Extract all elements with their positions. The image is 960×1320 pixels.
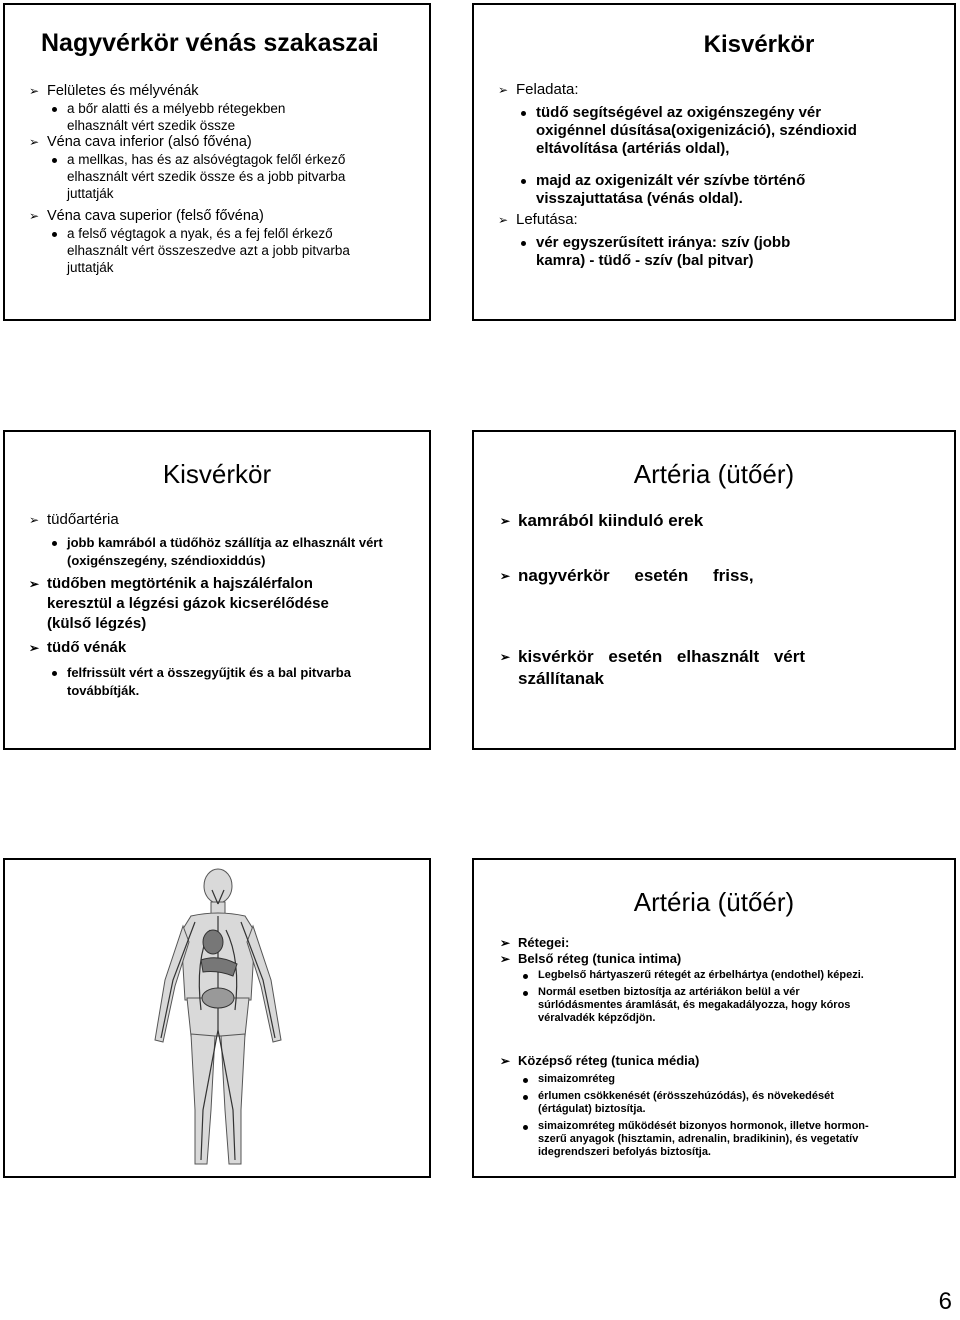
bullet: ➢ Véna cava inferior (alsó fővéna) xyxy=(29,134,419,151)
sub-bullet: majd az oxigenizált vér szívbe történő visszajuttatása (vénás oldal). xyxy=(518,172,866,208)
bullet: ➢ tüdőartéria xyxy=(29,510,419,530)
sub-bullet: érlumen csökkenését (érösszehúzódás), és növekedését (értágulat) biztosítja. xyxy=(520,1090,888,1116)
slide-content xyxy=(500,510,940,690)
sub-bullet: jobb kamrából a tüdőhöz szállítja az elhasznált vért (oxigénszegény, széndioxiddús) xyxy=(49,534,407,570)
slide-kisverkor-1 xyxy=(472,3,956,321)
bullet: ➢ kamrából kiinduló erek xyxy=(500,510,940,532)
bullet: ➢ tüdőben megtörténik a hajszálérfalon keresztül a légzési gázok kicserélődése (külső légzés) xyxy=(29,574,377,634)
slide-title: Artéria (ütőér) xyxy=(633,459,795,489)
slide-title: Kisvérkör xyxy=(162,459,272,489)
sub-bullet: a mellkas, has és az alsóvégtagok felől érkező elhasznált vért szedik össze és a jobb pitvarba juttatják xyxy=(49,151,367,202)
sub-bullet: Legbelső hártyaszerű rétegét az érbelhártya (endothel) képezi. xyxy=(520,969,868,982)
bullet: ➢ nagyvérkör esetén friss, xyxy=(500,565,940,587)
bullet: ➢ Felületes és mélyvénák xyxy=(29,83,419,100)
slide-kisverkor-2 xyxy=(3,430,431,750)
sub-bullet: tüdő segítségével az oxigénszegény vér oxigénnel dúsítása(oxigenizáció), széndioxid eltávolítása (artériás oldal), xyxy=(518,104,886,158)
circulatory-system-figure xyxy=(5,860,429,1176)
page-number: 6 xyxy=(938,1288,952,1315)
bullet: ➢ Középső réteg (tunica média) xyxy=(500,1053,940,1069)
sub-bullet: vér egyszerűsített iránya: szív (jobb kamra) - tüdő - szív (bal pitvar) xyxy=(518,234,836,270)
slide-title: Artéria (ütőér) xyxy=(633,887,795,917)
slide-title: Nagyvérkör vénás szakaszai xyxy=(41,29,379,57)
slide-content xyxy=(29,510,419,700)
slide-arteria-1 xyxy=(472,430,956,750)
bullet: ➢ Belső réteg (tunica intima) xyxy=(500,951,940,967)
sub-bullet: felfrissült vért a összegyűjtik és a bal pitvarba továbbítják. xyxy=(49,664,397,700)
bullet: ➢ Rétegei: xyxy=(500,935,940,951)
slide-content xyxy=(498,81,938,270)
slide-arteria-2 xyxy=(472,858,956,1178)
sub-bullet: simaizomréteg xyxy=(520,1073,940,1086)
slide-nagyverkor-venas xyxy=(3,3,431,321)
sub-bullet: Normál esetben biztosítja az artériákon belül a vér súrlódásmentes áramlását, és megakadályozza, hogy kóros véralvadék képződjön. xyxy=(520,986,878,1025)
bullet: ➢ tüdő vénák xyxy=(29,638,419,658)
slide-content xyxy=(29,83,419,276)
sub-bullet: a felső végtagok a nyak, és a fej felől érkező elhasznált vért összeszedve azt a jobb pitvarba juttatják xyxy=(49,225,387,276)
bullet: ➢ Véna cava superior (felső fővéna) xyxy=(29,208,419,225)
bullet: ➢ kisvérkör esetén elhasznált vért szállítanak xyxy=(500,646,838,690)
sub-bullet: simaizomréteg működését bizonyos hormonok, illetve hormon-szerű anyagok (hisztamin, adrenalin, bradikinin), és vegetatív idegrendszeri befolyás biztosítja. xyxy=(520,1120,888,1159)
slide-title: Kisvérkör xyxy=(703,31,815,58)
slide-anatomy xyxy=(3,858,431,1178)
bullet: ➢ Lefutása: xyxy=(498,211,938,229)
slide-content xyxy=(500,935,940,1159)
bullet: ➢ Feladata: xyxy=(498,81,938,99)
sub-bullet: a bőr alatti és a mélyebb rétegekben elhasznált vért szedik össze xyxy=(49,100,327,134)
